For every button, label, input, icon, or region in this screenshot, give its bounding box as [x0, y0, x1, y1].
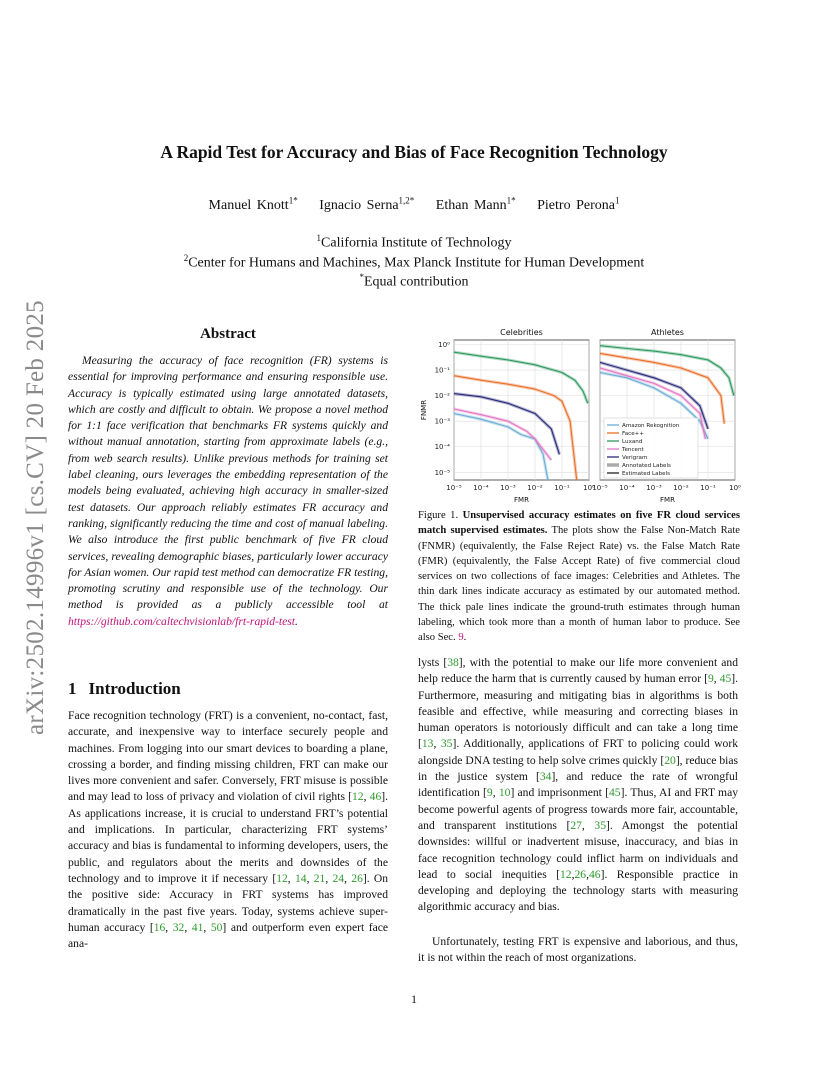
x-tick-label: 10⁻³ — [500, 484, 516, 492]
x-tick-label: 10⁻⁴ — [473, 484, 489, 492]
paper-title: A Rapid Test for Accuracy and Bias of Face Recognition Technology — [160, 142, 668, 162]
citation-link[interactable]: 10 — [498, 786, 511, 800]
text-run: ], and reduce the rate of wrongful identification [ — [418, 770, 739, 800]
text-run: , — [203, 920, 211, 934]
text-run: ]. As applications increase, it is crucial to understand FRT’s potential and implications. In particular, characterizing FRT systems’ accuracy and bias is fundamental to informing developers, users, the public, and regulators about the merits and downsides of the technology and to improve it if necessary [ — [68, 790, 389, 885]
citation-link[interactable]: 12 — [276, 871, 288, 885]
github-link[interactable]: https://github.com/caltechvisionlab/frt-rapid-test — [68, 614, 296, 628]
x-tick-label: 10⁻¹ — [554, 484, 570, 492]
affiliation: $^1$California Institute of Technology — [316, 233, 512, 251]
intro-paragraph-right-2: Unfortunately, testing FRT is expensive and laborious, and thus, it is not within the reach of most organizations. — [418, 935, 738, 965]
text-run: , — [287, 871, 295, 885]
citation-link[interactable]: 35 — [594, 818, 606, 832]
citation-link[interactable]: 26 — [574, 867, 587, 881]
x-tick-label: 10⁻¹ — [700, 484, 716, 492]
text-run: , — [581, 818, 595, 832]
x-axis-label: FMR — [514, 496, 529, 504]
text-run: , — [306, 871, 314, 885]
x-tick-label: 10⁰ — [729, 484, 741, 492]
y-tick-label: 10⁰ — [438, 341, 450, 350]
citation-link[interactable]: 32 — [172, 920, 185, 934]
text-run: , — [586, 867, 589, 881]
x-tick-label: 10⁻² — [527, 484, 543, 492]
text-run: lysts [ — [418, 656, 448, 669]
x-tick-label: 10⁻³ — [646, 484, 662, 492]
author: Ethan Mann$^{1*}$ — [435, 195, 516, 213]
citation-link[interactable]: 21 — [313, 871, 326, 885]
text-run: ]. Additionally, applications of FRT to policing could work alongside DNA testing to help solve crimes quickly [ — [418, 737, 738, 767]
citation-link[interactable]: 14 — [294, 871, 307, 885]
figure-caption: Figure 1. Unsupervised accuracy estimates on five FR cloud services match supervised estimates. The plots show the False Non-Match Rate (FNMR) (equivalently, the False Reject Rate) vs. the False Match Rate (FMR) (equivalently, the False Accept Rate) of five commercial cloud services on two collections of face images: Celebrities and Athletes. The thin dark lines indicate accuracy as estimated by our automated method. The thick pale lines indicate the ground-truth estimates through human labeling, which took more than a month of human labor to produce. See also Sec. 9. — [418, 510, 740, 644]
x-tick-label: 10⁻⁵ — [446, 484, 462, 492]
citation-link[interactable]: 41 — [191, 920, 204, 934]
section-reference[interactable]: 9 — [458, 632, 464, 644]
text-run: , — [344, 871, 352, 885]
author: Pietro Perona$^1$ — [537, 195, 620, 213]
chart-title: Athletes — [651, 328, 684, 337]
y-tick-label: 10⁻⁵ — [434, 468, 450, 477]
text-run: ]. Responsible practice in developing and deploying the technology starts with measuring algorithmic accuracy and bias. — [418, 867, 738, 914]
citation-link[interactable]: 38 — [447, 656, 459, 669]
section-heading: 1 Introduction — [68, 679, 181, 698]
citation-link[interactable]: 12 — [560, 867, 572, 881]
citation-link[interactable]: 45 — [719, 672, 732, 686]
citation-link[interactable]: 34 — [539, 770, 552, 784]
x-tick-label: 10⁰ — [583, 484, 595, 492]
x-axis-label: FMR — [660, 496, 675, 504]
text-run: , — [165, 920, 173, 934]
author: Ignacio Serna$^{1,2*}$ — [319, 195, 415, 213]
text-run: Face recognition technology (FRT) is a convenient, no-contact, fast, accurate, and inexpensive way to interface securely people and machines. From logging into our smart devices to boarding a plane, crossing a border, and finding missing children, FRT can make our lives more convenient and safer. Conversely, FRT misuse is possible and may lead to loss of privacy and violation of civil rights [ — [68, 709, 388, 804]
y-tick-label: 10⁻⁴ — [434, 443, 450, 452]
citation-link[interactable]: 24 — [332, 871, 345, 885]
equal-contribution-note: *Equal contribution — [359, 272, 469, 290]
author-list — [0, 195, 828, 214]
text-run: , — [713, 672, 720, 686]
text-run: ]. Furthermore, measuring and mitigating bias in algorithms is both feasible and effective, while measuring and correcting biases in human operators is notoriously difficult and can take a long time [ — [418, 672, 738, 751]
text-run: ]. Thus, AI and FRT may become powerful agents of progress towards more fair, accountable, and transparent institutions [ — [418, 786, 739, 832]
y-tick-label: 10⁻² — [434, 392, 450, 401]
citation-link[interactable]: 46 — [589, 867, 601, 881]
y-axis-label: FNMR — [420, 399, 428, 421]
legend-label: Verigram — [622, 455, 648, 462]
citation-link[interactable]: 26 — [351, 871, 363, 885]
citation-link[interactable]: 35 — [440, 737, 453, 751]
citation-link[interactable]: 12 — [351, 790, 364, 804]
author: Manuel Knott$^{1*}$ — [208, 195, 298, 213]
text-run: , — [433, 737, 441, 751]
citation-link[interactable]: 45 — [609, 786, 621, 800]
figure-1-charts — [416, 322, 742, 510]
arxiv-stamp: arXiv:2502.14996v1 [cs.CV] 20 Feb 2025 — [22, 300, 49, 735]
text-run: ] and outperform even expert face ana- — [68, 920, 389, 951]
text-run: , — [571, 867, 575, 881]
legend-label: Tencent — [622, 447, 644, 454]
citation-link[interactable]: 9 — [707, 672, 714, 686]
legend-label: Annotated Labels — [622, 463, 671, 470]
text-run: ]. Amongst the potential downsides: willful or inadvertent misuse, inaccuracy, and bias in face recognition technology could inflict harm on individuals and lead to social inequities [ — [418, 818, 739, 881]
abstract-text: Measuring the accuracy of face recognition (FR) systems is essential for improving performance and ensuring responsible use. Accuracy is typically estimated using large annotated datasets, which are costly and difficult to obtain. We propose a novel method for 1:1 face verification that benchmarks FR systems quickly and without manual annotation, starting from approximate labels (e.g., from web search results). Unlike previous methods for training set label cleaning, ours leverages the embedding representation of the models being evaluated, achieving high accuracy in smaller-sized test datasets. Our approach reliably estimates FR accuracy and ranking, significantly reducing the time and cost of manual labeling. We also introduce the first public benchmark of five FR cloud services, revealing demographic biases, particularly lower accuracy for Asian women. Our rapid test method can democratize FR testing, promoting scrutiny and responsible use of the technology. Our method is provided as a publicly accessible tool at https://github.com/caltechvisionlab/frt-rapid-test. — [68, 354, 388, 628]
text-run: , — [325, 871, 333, 885]
citation-link[interactable]: 9 — [486, 786, 493, 800]
legend-label: Luxand — [622, 439, 643, 446]
legend-label: Estimated Labels — [622, 471, 671, 478]
legend-label: Amazon Rekognition — [622, 423, 680, 430]
x-tick-label: 10⁻⁵ — [592, 484, 608, 492]
legend-label: Face++ — [622, 431, 645, 438]
page-number: 1 — [411, 992, 417, 1006]
text-run: ] and imprisonment [ — [510, 786, 609, 800]
text-run: ]. On the positive side: Accuracy in FRT systems has improved dramatically in the past five years. Today, systems achieve super-human accuracy [ — [68, 871, 389, 934]
citation-link[interactable]: 46 — [369, 790, 382, 804]
text-run: , — [363, 790, 370, 804]
text-run: , — [184, 920, 192, 934]
citation-link[interactable]: 20 — [664, 753, 676, 767]
text-run: ], reduce bias in the justice system [ — [418, 753, 738, 784]
x-tick-label: 10⁻² — [673, 484, 689, 492]
x-tick-label: 10⁻⁴ — [619, 484, 635, 492]
citation-link[interactable]: 16 — [153, 920, 166, 934]
abstract-heading: Abstract — [200, 326, 256, 342]
citation-link[interactable]: 13 — [421, 737, 434, 751]
intro-paragraph-right — [418, 655, 738, 916]
citation-link[interactable]: 50 — [210, 920, 223, 934]
y-tick-label: 10⁻³ — [434, 417, 450, 426]
affiliation: $^2$Center for Humans and Machines, Max Planck Institute for Human Development — [183, 253, 645, 271]
chart-title: Celebrities — [500, 328, 543, 337]
citation-link[interactable]: 27 — [570, 818, 582, 832]
text-run: , — [492, 786, 499, 800]
intro-paragraph-left — [68, 708, 388, 952]
text-run: ], with the potential to make our life more convenient and help reduce the harm that is currently caused by human error [ — [418, 656, 738, 686]
y-tick-label: 10⁻¹ — [434, 366, 450, 375]
